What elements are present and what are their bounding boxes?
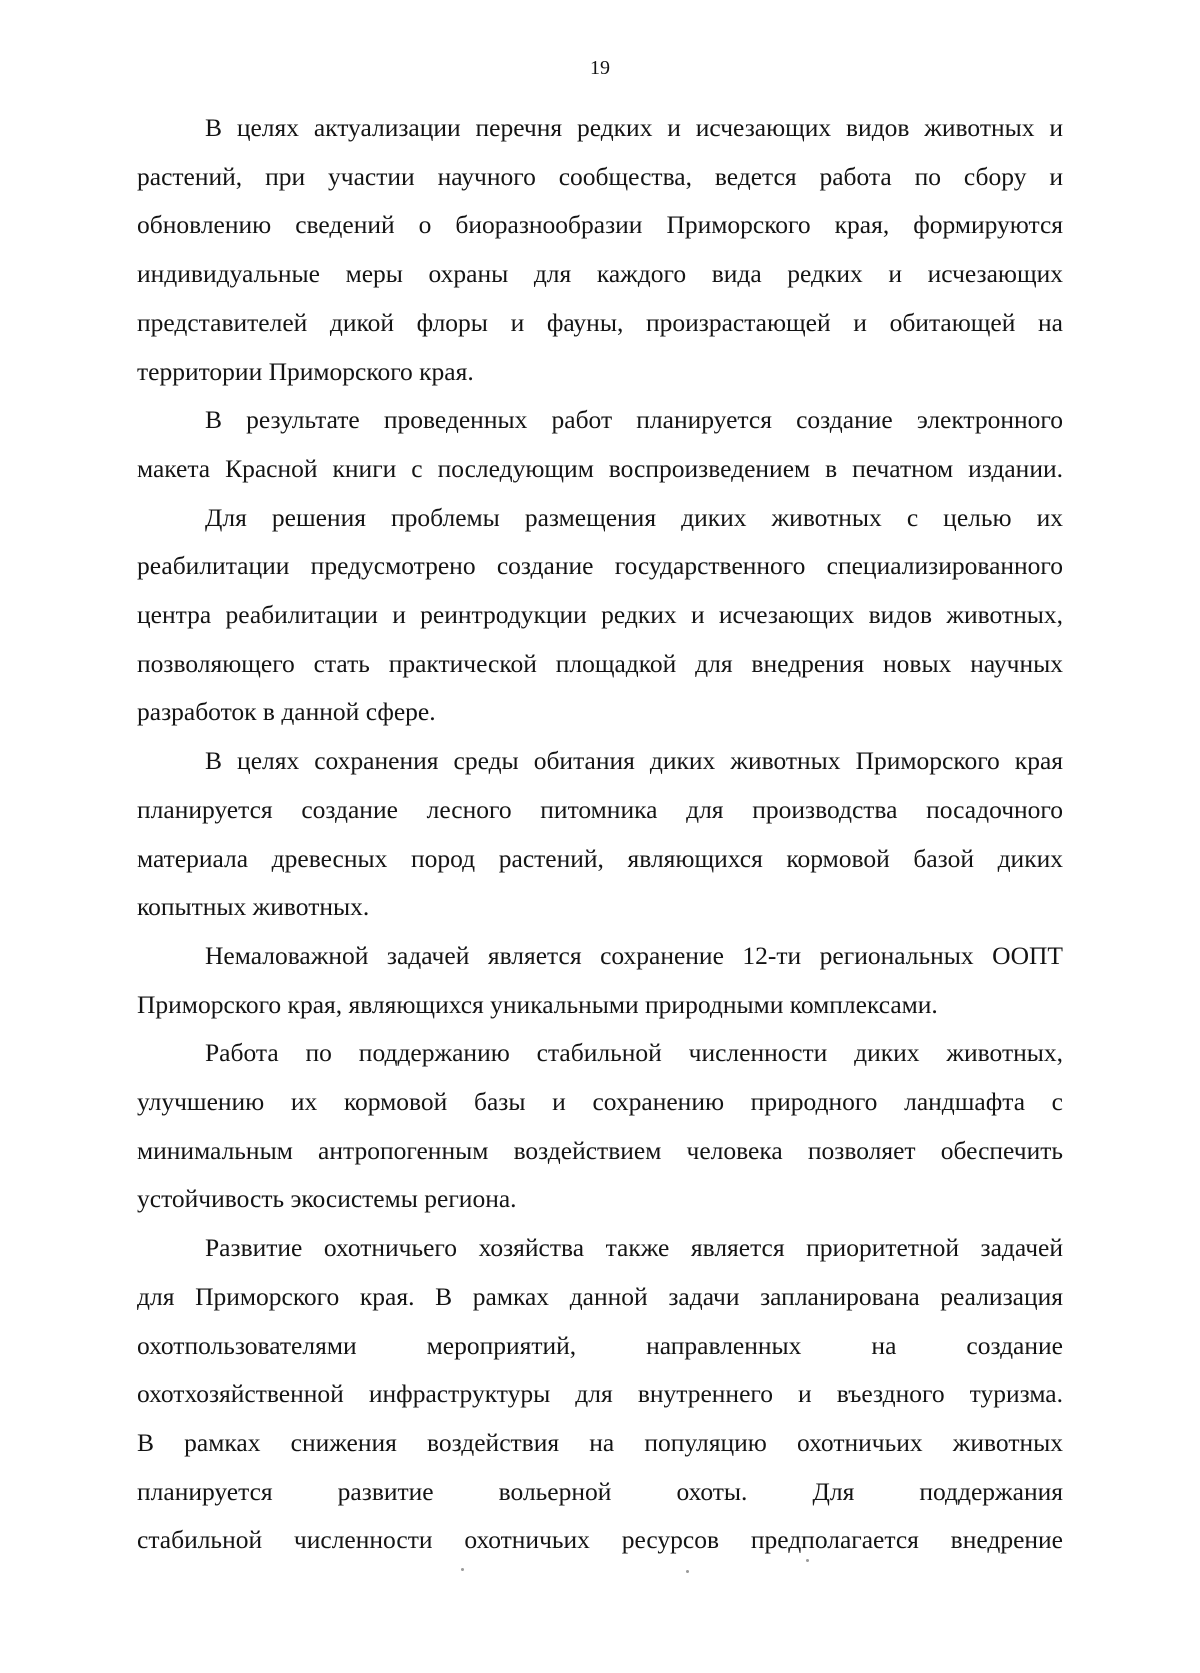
paragraph-line: позволяющего стать практической площадкой для внедрения новых научных <box>137 648 1063 678</box>
paragraph-line: В результате проведенных работ планируется создание электронного <box>205 405 1063 435</box>
paragraph-line: разработок в данной сфере. <box>137 697 436 727</box>
paragraph-4 <box>137 737 1063 932</box>
paragraph-line: для Приморского края. В рамках данной задачи запланирована реализация <box>137 1281 1063 1311</box>
paragraph-line: В целях актуализации перечня редких и исчезающих видов животных и <box>205 113 1063 142</box>
paragraph-5 <box>137 932 1063 1029</box>
paragraph-line: макета Красной книги с последующим воспроизведением в печатном издании. <box>137 453 1063 483</box>
paragraph-line: материала древесных пород растений, являющихся кормовой базой диких <box>137 843 1063 873</box>
paragraph-line: индивидуальные меры охраны для каждого вида редких и исчезающих <box>137 259 1063 289</box>
paragraph-line: планируется развитие вольерной охоты. Для поддержания <box>137 1476 1063 1506</box>
paragraph-line: Развитие охотничьего хозяйства также является приоритетной задачей <box>205 1233 1063 1263</box>
paragraph-line: представителей дикой флоры и фауны, произрастающей и обитающей на <box>137 307 1063 337</box>
paragraph-3 <box>137 494 1063 738</box>
paragraph-line: стабильной численности охотничьих ресурсов предполагается внедрение <box>137 1525 1063 1555</box>
paragraph-line: растений, при участии научного сообщества, ведется работа по сбору и <box>137 161 1063 191</box>
paragraph-line: Работа по поддержанию стабильной численности диких животных, <box>205 1038 1063 1068</box>
document-body <box>137 104 1063 1565</box>
paragraph-line: охотпользователями мероприятий, направленных на создание <box>137 1330 1063 1360</box>
paragraph-line: копытных животных. <box>137 892 370 922</box>
paragraph-line: минимальным антропогенным воздействием человека позволяет обеспечить <box>137 1135 1063 1165</box>
paragraph-6 <box>137 1029 1063 1224</box>
paragraph-line: В целях сохранения среды обитания диких животных Приморского края <box>205 746 1063 776</box>
scan-artifact <box>806 1559 809 1562</box>
scan-artifact <box>461 1568 464 1571</box>
paragraph-line: В рамках снижения воздействия на популяцию охотничьих животных <box>137 1427 1063 1457</box>
scan-artifact <box>686 1570 689 1573</box>
paragraph-line: планируется создание лесного питомника для производства посадочного <box>137 794 1063 824</box>
paragraph-line: устойчивость экосистемы региона. <box>137 1184 517 1214</box>
paragraph-line: Немаловажной задачей является сохранение 12-ти региональных ООПТ <box>205 940 1063 970</box>
paragraph-line: Для решения проблемы размещения диких животных с целью их <box>205 502 1063 532</box>
paragraph-line: Приморского края, являющихся уникальными природными комплексами. <box>137 989 938 1019</box>
paragraph-line: территории Приморского края. <box>137 356 474 386</box>
paragraph-7 <box>137 1224 1063 1565</box>
paragraph-1 <box>137 104 1063 396</box>
paragraph-line: реабилитации предусмотрено создание государственного специализированного <box>137 551 1063 581</box>
paragraph-line: улучшению их кормовой базы и сохранению природного ландшафта с <box>137 1087 1063 1117</box>
paragraph-line: обновлению сведений о биоразнообразии Приморского края, формируются <box>137 210 1063 240</box>
paragraph-line: центра реабилитации и реинтродукции редких и исчезающих видов животных, <box>137 600 1063 630</box>
paragraph-2 <box>137 396 1063 493</box>
page-number: 19 <box>590 57 610 79</box>
paragraph-line: охотхозяйственной инфраструктуры для внутреннего и въездного туризма. <box>137 1379 1063 1409</box>
